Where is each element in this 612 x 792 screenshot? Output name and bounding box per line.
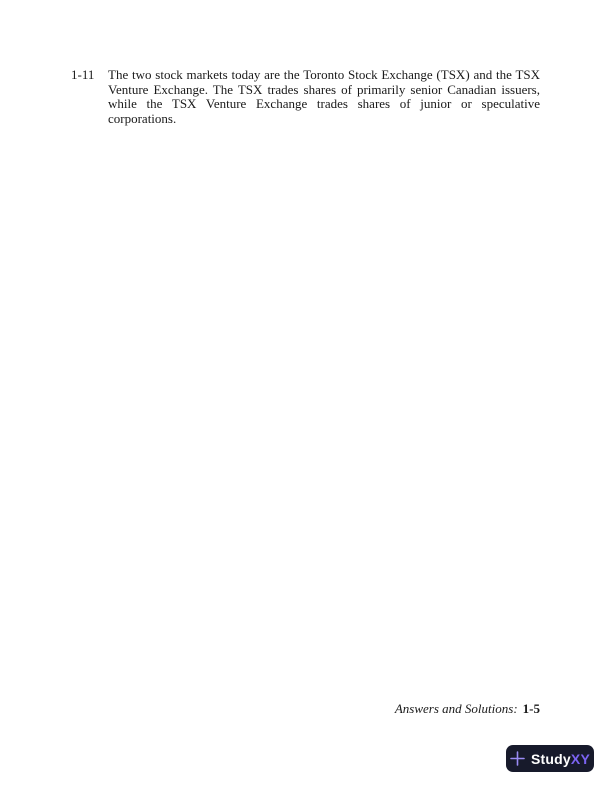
page-footer [395, 701, 540, 716]
logo-text-primary: Study [531, 750, 571, 767]
plus-icon [510, 751, 525, 766]
logo-text [531, 752, 590, 766]
item-number: 1-11 [71, 67, 95, 82]
studyxy-logo-badge[interactable] [506, 745, 594, 772]
logo-text-accent: XY [570, 750, 590, 767]
item-text: The two stock markets today are the Toronto Stock Exchange (TSX) and the TSX Venture Exchange. The TSX trades shares of primarily senior Canadian issuers, while the TSX Venture Exchange trades shares of junior or speculative corporations. [108, 67, 540, 126]
footer-label: Answers and Solutions: [394, 701, 518, 716]
footer-page-number: 1-5 [522, 701, 540, 716]
